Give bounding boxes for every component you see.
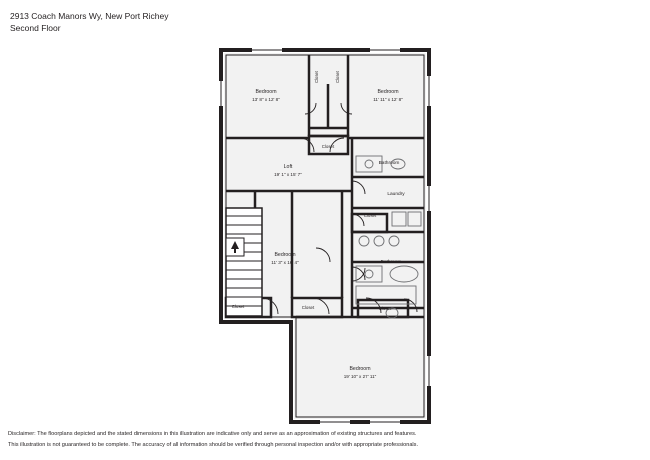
- floor-label: Second Floor: [10, 23, 61, 33]
- room-label-closet-top-2: Closet: [335, 71, 340, 83]
- floorplan-svg: [0, 36, 650, 428]
- room-label-bedroom-ne: Bedroom: [377, 89, 399, 95]
- room-label-bedroom-south: Bedroom: [349, 366, 371, 372]
- plan-header: [10, 10, 169, 34]
- room-label-closet-top-1: Closet: [314, 71, 319, 83]
- room-label-closet-laundry: Closet: [363, 213, 377, 218]
- room-label-bedroom-mid: Bedroom: [274, 252, 296, 258]
- room-label-closet-left: Closet: [231, 304, 245, 309]
- room-label-closet-right: Closet: [378, 306, 392, 311]
- room-label-bathroom-lower: Bathroom: [380, 260, 402, 265]
- disclaimer-line-1: Disclaimer: The floorplans depicted and the stated dimensions in this illustration are indicative only and serve as an approximation of existing structures and features.: [8, 431, 417, 437]
- room-label-bedroom-nw: Bedroom: [255, 89, 277, 95]
- property-address: 2913 Coach Manors Wy, New Port Richey: [10, 11, 169, 21]
- north-arrow-icon: [226, 238, 244, 256]
- floorplan: [0, 36, 650, 428]
- room-dims-loft: 19' 1" x 15' 7": [274, 172, 302, 177]
- disclaimer-line-2: This illustration is not guaranteed to be complete. The accuracy of all information should be verified through personal inspection and/or with appropriate professionals.: [8, 442, 419, 448]
- room-dims-bedroom-ne: 11' 11" x 12' 8": [373, 97, 403, 102]
- room-dims-bedroom-south: 19' 10" x 27' 11": [343, 374, 377, 379]
- room-label-closet-center: Closet: [301, 305, 315, 310]
- staircase-icon: [226, 208, 262, 316]
- disclaimer: [8, 430, 568, 452]
- room-dims-bedroom-mid: 11' 3" x 16' 4": [271, 260, 299, 265]
- room-label-loft: Loft: [283, 164, 293, 170]
- room-label-laundry: Laundry: [387, 192, 405, 197]
- room-label-closet-hall: Closet: [321, 144, 335, 149]
- room-dims-bedroom-nw: 13' 8" x 12' 8": [252, 97, 280, 102]
- room-label-bathroom-upper: Bathroom: [378, 161, 400, 166]
